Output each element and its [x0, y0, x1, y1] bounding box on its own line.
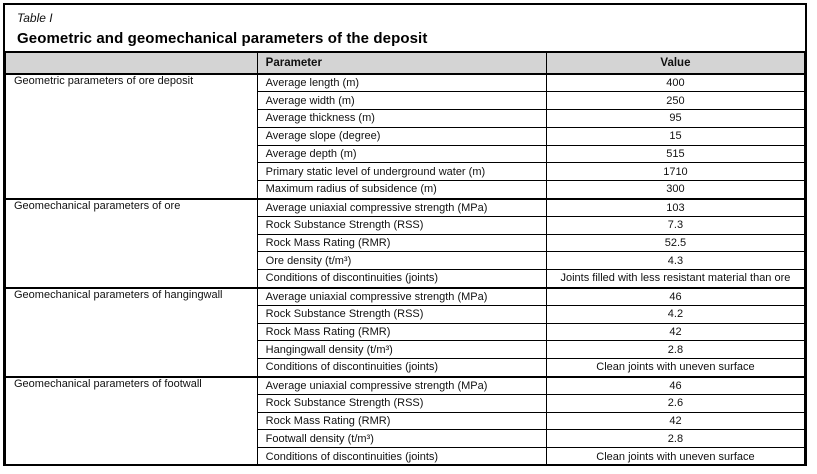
section-label: Geomechanical parameters of hangingwall	[6, 288, 258, 377]
table-row	[6, 199, 805, 217]
parameter-cell: Rock Substance Strength (RSS)	[257, 305, 546, 323]
table-row	[6, 377, 805, 395]
parameter-cell: Footwall density (t/m³)	[257, 430, 546, 448]
parameters-table	[5, 51, 805, 466]
title-block	[5, 5, 805, 51]
value-cell: 300	[546, 181, 804, 199]
value-cell: Clean joints with uneven surface	[546, 359, 804, 377]
header-row	[6, 52, 805, 74]
value-cell: 42	[546, 412, 804, 430]
table-number-label: Table I	[17, 11, 53, 25]
value-cell: 95	[546, 110, 804, 128]
section-label: Geomechanical parameters of footwall	[6, 377, 258, 466]
group-column-header	[6, 52, 258, 74]
value-cell: 2.8	[546, 430, 804, 448]
table-row	[6, 74, 805, 92]
value-cell: 15	[546, 127, 804, 145]
parameter-cell: Conditions of discontinuities (joints)	[257, 359, 546, 377]
table-row	[6, 288, 805, 306]
value-cell: 103	[546, 199, 804, 217]
parameter-cell: Average length (m)	[257, 74, 546, 92]
value-cell: 515	[546, 145, 804, 163]
parameter-cell: Average depth (m)	[257, 145, 546, 163]
parameter-cell: Rock Substance Strength (RSS)	[257, 216, 546, 234]
parameter-cell: Average uniaxial compressive strength (MPa)	[257, 288, 546, 306]
parameter-cell: Rock Mass Rating (RMR)	[257, 234, 546, 252]
value-cell: 42	[546, 323, 804, 341]
value-cell: 1710	[546, 163, 804, 181]
value-cell: 2.6	[546, 394, 804, 412]
value-cell: 4.2	[546, 305, 804, 323]
value-column-header: Value	[546, 52, 804, 74]
parameter-cell: Rock Mass Rating (RMR)	[257, 412, 546, 430]
parameter-cell: Rock Mass Rating (RMR)	[257, 323, 546, 341]
parameter-cell: Average slope (degree)	[257, 127, 546, 145]
value-cell: 2.8	[546, 341, 804, 359]
parameter-cell: Average thickness (m)	[257, 110, 546, 128]
value-cell: Clean joints with uneven surface	[546, 448, 804, 466]
parameter-cell: Maximum radius of subsidence (m)	[257, 181, 546, 199]
value-cell: 46	[546, 377, 804, 395]
parameter-cell: Conditions of discontinuities (joints)	[257, 448, 546, 466]
table-title: Geometric and geomechanical parameters of the deposit	[17, 30, 428, 47]
value-cell: 400	[546, 74, 804, 92]
table-frame	[3, 3, 807, 466]
section-label: Geometric parameters of ore deposit	[6, 74, 258, 199]
parameter-cell: Average width (m)	[257, 92, 546, 110]
parameter-cell: Average uniaxial compressive strength (MPa)	[257, 377, 546, 395]
parameter-cell: Primary static level of underground water (m)	[257, 163, 546, 181]
parameter-cell: Average uniaxial compressive strength (MPa)	[257, 199, 546, 217]
value-cell: 46	[546, 288, 804, 306]
section-label: Geomechanical parameters of ore	[6, 199, 258, 288]
table-body	[6, 74, 805, 466]
parameter-cell: Rock Substance Strength (RSS)	[257, 394, 546, 412]
value-cell: 52.5	[546, 234, 804, 252]
parameter-cell: Conditions of discontinuities (joints)	[257, 270, 546, 288]
value-cell: Joints filled with less resistant material than ore	[546, 270, 804, 288]
value-cell: 7.3	[546, 216, 804, 234]
value-cell: 250	[546, 92, 804, 110]
parameter-cell: Ore density (t/m³)	[257, 252, 546, 270]
parameter-cell: Hangingwall density (t/m³)	[257, 341, 546, 359]
value-cell: 4.3	[546, 252, 804, 270]
parameter-column-header: Parameter	[257, 52, 546, 74]
